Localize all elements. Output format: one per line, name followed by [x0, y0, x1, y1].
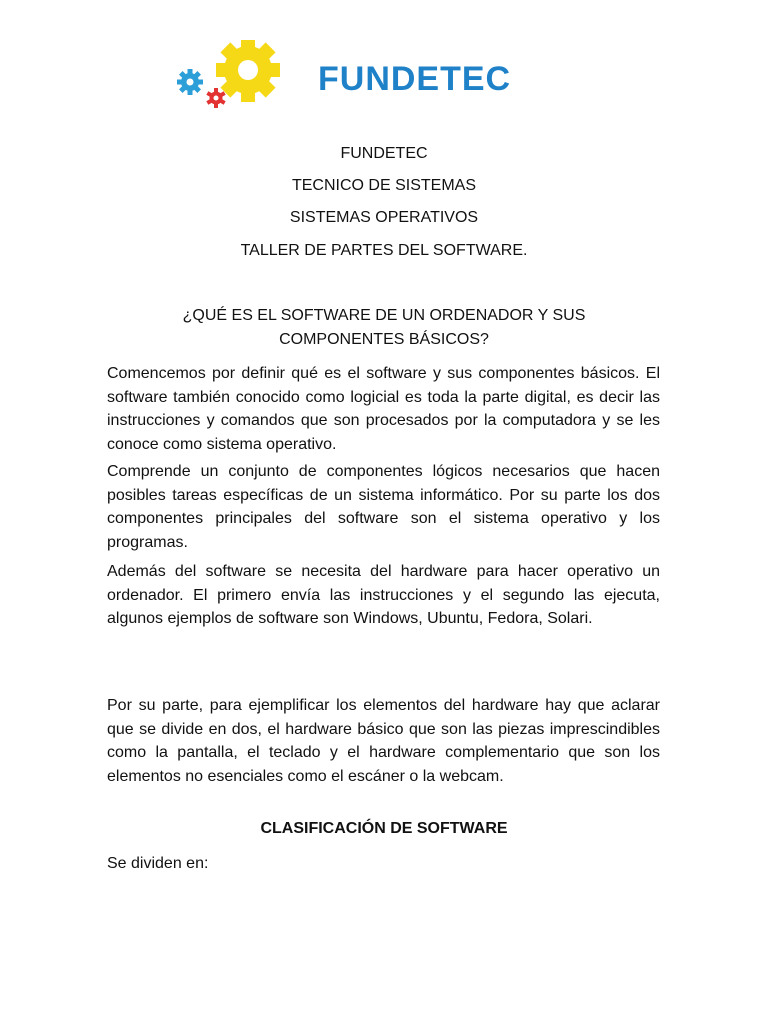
trailing-text: Se dividen en: — [107, 855, 209, 872]
paragraph-4: Por su parte, para ejemplificar los elementos del hardware hay que aclarar que se divide en dos, el hardware básico que son las piezas imprescindibles como la pantalla, el teclado y el hardware complementario que son los elementos no esenciales como el escáner o la webcam. — [107, 697, 660, 785]
header-line-3: SISTEMAS OPERATIVOS — [289, 209, 479, 226]
logo-text: FUNDETEC — [318, 60, 512, 98]
paragraph-2: Comprende un conjunto de componentes lógicos necesarios que hacen posibles tareas específicas de un sistema informático. Por su parte los dos componentes principales del software son el sistema operativo y los programas. — [107, 463, 660, 551]
red-gear-icon — [206, 88, 225, 108]
question-line-1: ¿QUÉ ES EL SOFTWARE DE UN ORDENADOR Y SUS — [182, 307, 586, 324]
paragraph-1: Comencemos por definir qué es el software y sus componentes básicos. El software también conocido como logicial es toda la parte digital, es decir las instrucciones y comandos que son procesados por la computadora y se les conoce como sistema operativo. — [107, 365, 660, 453]
section-title: CLASIFICACIÓN DE SOFTWARE — [260, 820, 508, 837]
yellow-gear-icon — [216, 40, 280, 102]
header-line-2: TECNICO DE SISTEMAS — [291, 177, 477, 194]
question-line-2: COMPONENTES BÁSICOS? — [279, 331, 489, 348]
header-line-4: TALLER DE PARTES DEL SOFTWARE. — [240, 242, 528, 259]
header-line-1: FUNDETEC — [340, 145, 428, 162]
paragraph-3: Además del software se necesita del hardware para hacer operativo un ordenador. El primero envía las instrucciones y el segundo las ejecuta, algunos ejemplos de software son Windows, Ubuntu, Fedora, Solari. — [107, 563, 660, 627]
fundetec-logo — [168, 40, 608, 112]
blue-gear-icon — [177, 69, 203, 95]
